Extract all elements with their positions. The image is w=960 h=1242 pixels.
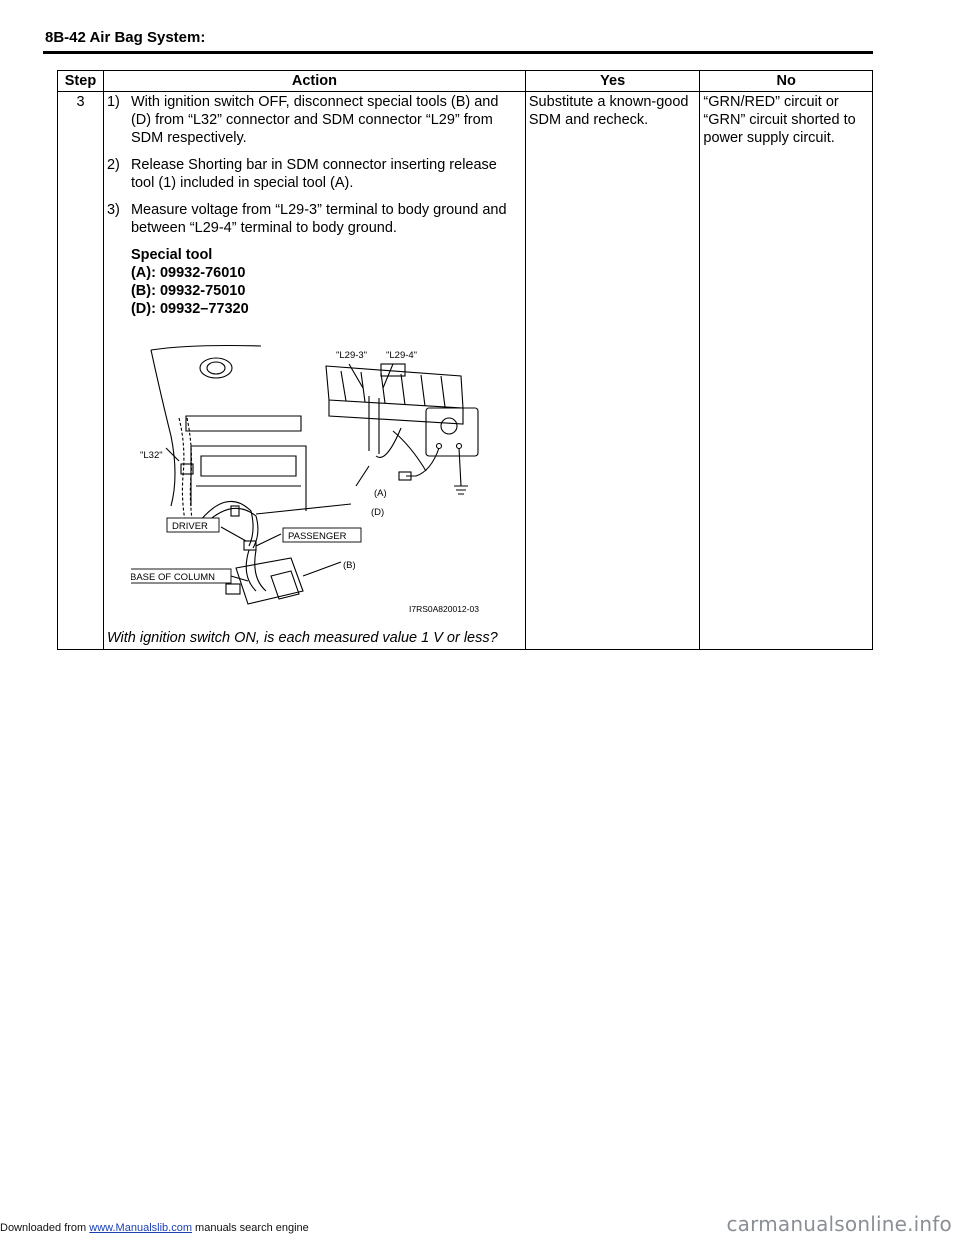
watermark: carmanualsonline.info (726, 1212, 952, 1236)
label-tool-b: (B) (342, 560, 356, 571)
manualslib-link[interactable]: www.Manualslib.com (89, 1222, 192, 1234)
action-item-number: 1) (106, 94, 120, 110)
page-title: 8B-42 Air Bag System: (45, 29, 206, 46)
action-item (107, 156, 521, 192)
special-tool-item: (D): 09932–77320 (130, 301, 249, 317)
action-item-number: 3) (106, 202, 120, 218)
action-item-number: 2) (106, 157, 120, 173)
label-passenger: PASSENGER (287, 531, 347, 542)
label-tool-d: (D) (370, 507, 385, 518)
action-item-text: Release Shorting bar in SDM connector inserting release tool (1) included in special tool (A). (130, 157, 497, 191)
special-tool-item: (A): 09932-76010 (130, 265, 246, 281)
column-header-step: Step (58, 71, 104, 92)
column-header-yes: Yes (525, 71, 700, 92)
special-tool-item: (B): 09932-75010 (130, 283, 246, 299)
special-tool-title: Special tool (130, 247, 213, 263)
action-cell (103, 92, 525, 650)
yes-result: Substitute a known-good SDM and recheck. (525, 92, 700, 650)
label-l32: "L32" (139, 450, 163, 461)
action-question: With ignition switch ON, is each measured value 1 V or less? (106, 630, 498, 646)
figure-code: I7RS0A820012-03 (408, 604, 479, 614)
column-header-action: Action (103, 71, 525, 92)
column-header-no: No (700, 71, 873, 92)
label-l29-3: "L29-3" (335, 350, 367, 361)
header-rule (43, 51, 873, 54)
label-l29-4: "L29-4" (385, 350, 417, 361)
action-item (107, 93, 521, 147)
procedure-table (57, 70, 873, 650)
action-item-text: With ignition switch OFF, disconnect special tools (B) and (D) from “L32” connector and SDM connector “L29” from SDM respectively. (130, 94, 499, 146)
action-item-text: Measure voltage from “L29-3” terminal to body ground and between “L29-4” terminal to body ground. (130, 202, 507, 236)
step-number: 3 (58, 92, 104, 650)
footer-prefix: Downloaded from (0, 1222, 87, 1234)
label-driver: DRIVER (171, 521, 208, 532)
footer-suffix: manuals search engine (195, 1222, 309, 1234)
no-result: “GRN/RED” circuit or “GRN” circuit shorted to power supply circuit. (700, 92, 873, 650)
table-row (58, 92, 873, 650)
action-item (107, 201, 521, 237)
table-header-row (58, 71, 873, 92)
label-tool-a: (A) (373, 488, 387, 499)
label-base-of-column: BASE OF COLUMN (130, 572, 215, 583)
download-footer (0, 1222, 309, 1234)
connector-diagram (131, 336, 511, 616)
